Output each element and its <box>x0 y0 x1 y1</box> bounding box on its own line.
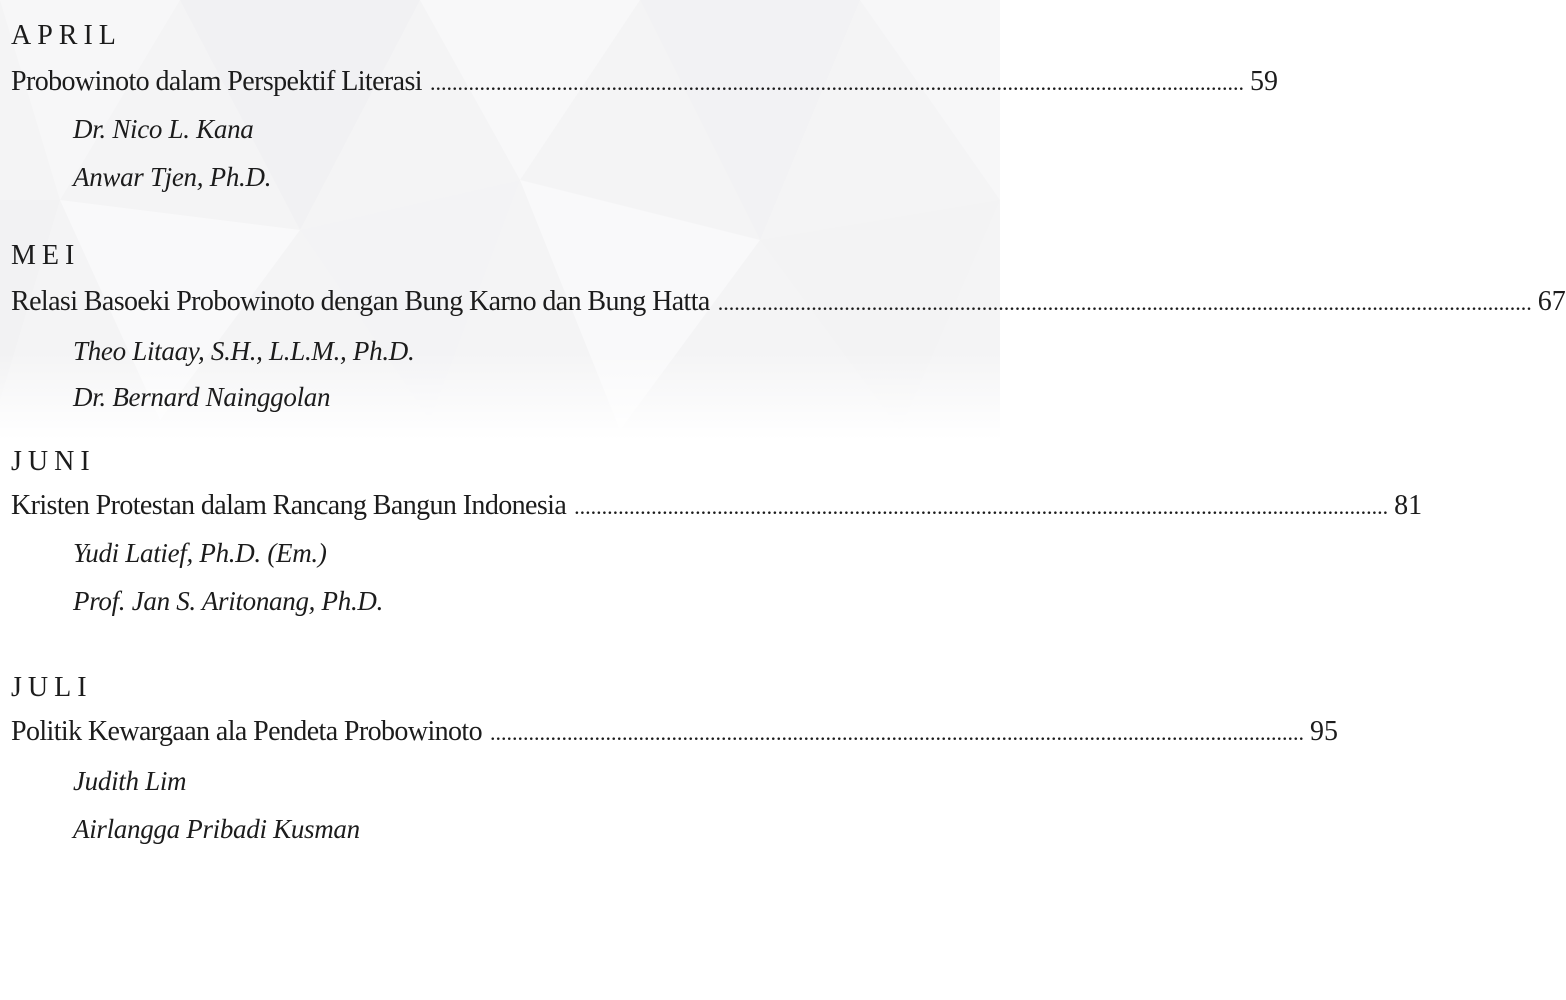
author-name: Prof. Jan S. Aritonang, Ph.D. <box>73 586 384 616</box>
toc-entry[interactable] <box>11 66 1278 102</box>
author-name: Dr. Bernard Nainggolan <box>73 382 331 412</box>
author-name: Theo Litaay, S.H., L.L.M., Ph.D. <box>73 336 415 366</box>
author-name: Airlangga Pribadi Kusman <box>73 814 360 844</box>
chapter-title: Probowinoto dalam Perspektif Literasi <box>11 66 422 97</box>
page-number: 59 <box>1249 66 1278 97</box>
dot-leader: .................................................................................................................................................... <box>490 720 1305 745</box>
toc-entry[interactable] <box>11 490 1423 526</box>
month-heading: JUNI <box>11 446 96 477</box>
page-number: 81 <box>1394 490 1423 521</box>
month-heading: MEI <box>11 240 81 271</box>
dot-leader: .................................................................................................................................................... <box>429 70 1244 95</box>
author-name: Anwar Tjen, Ph.D. <box>73 162 272 192</box>
dot-leader: .................................................................................................................................................... <box>574 494 1389 519</box>
page-number: 95 <box>1310 716 1339 747</box>
toc-entry[interactable] <box>11 716 1339 752</box>
dot-leader: .................................................................................................................................................... <box>717 290 1532 315</box>
author-name: Judith Lim <box>73 766 187 796</box>
chapter-title: Relasi Basoeki Probowinoto dengan Bung Karno dan Bung Hatta <box>11 286 710 317</box>
page-number: 67 <box>1537 286 1566 317</box>
chapter-title: Politik Kewargaan ala Pendeta Probowinoto <box>11 716 483 747</box>
month-heading: APRIL <box>11 20 122 51</box>
author-name: Yudi Latief, Ph.D. (Em.) <box>73 538 327 568</box>
author-name: Dr. Nico L. Kana <box>73 114 254 144</box>
month-heading: JULI <box>11 672 93 703</box>
chapter-title: Kristen Protestan dalam Rancang Bangun Indonesia <box>11 490 567 521</box>
toc-entry[interactable] <box>11 286 1566 322</box>
